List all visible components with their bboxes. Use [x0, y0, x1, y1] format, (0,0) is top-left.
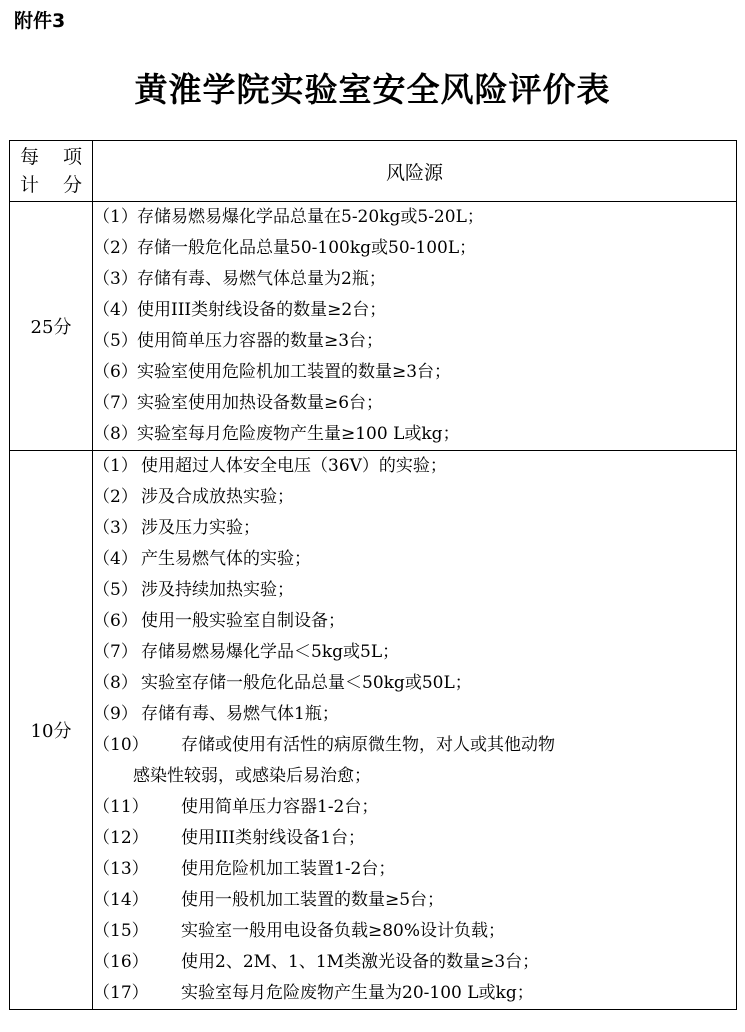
score-header-char: 计 [20, 174, 40, 196]
item-text: 使用危险机加工装置1-2台； [181, 859, 396, 879]
item-text: 实验室使用加热设备数量≥6台； [137, 393, 384, 413]
table-row [10, 202, 737, 451]
risk-item [93, 978, 736, 1009]
item-number: （17） [93, 983, 149, 1003]
score-header-char: 每 [20, 146, 40, 168]
item-number: （4） [93, 549, 138, 569]
item-text: 实验室存储一般危化品总量＜50kg或50L； [141, 673, 472, 693]
score-cell: 10分 [10, 451, 93, 1010]
risk-item [93, 792, 736, 823]
risk-items-cell [93, 451, 737, 1010]
item-text: 使用简单压力容器1-2台； [181, 797, 379, 817]
item-text: 实验室使用危险机加工装置的数量≥3台； [137, 362, 452, 382]
attachment-label: 附件3 [14, 10, 66, 32]
item-number: （6） [93, 611, 138, 631]
risk-item [93, 388, 736, 419]
item-number: （5） [93, 580, 138, 600]
risk-item [93, 668, 736, 699]
risk-item [93, 544, 736, 575]
item-text-continuation: 感染性较弱，或感染后易治愈； [133, 766, 371, 786]
item-text: 实验室一般用电设备负载≥80%设计负载； [181, 921, 506, 941]
item-number: （14） [93, 890, 149, 910]
item-number: （3） [93, 269, 138, 289]
item-text: 使用简单压力容器的数量≥3台； [137, 331, 384, 351]
document-title: 黄淮学院实验室安全风险评价表 [134, 70, 611, 109]
risk-item [93, 326, 736, 357]
item-text: 涉及压力实验； [141, 518, 260, 538]
score-header-char: 项 [62, 146, 82, 168]
risk-item [93, 823, 736, 854]
item-number: （8） [93, 424, 138, 444]
item-number: （8） [93, 673, 138, 693]
score-cell: 25分 [10, 202, 93, 451]
item-text: 使用III类射线设备的数量≥2台； [137, 300, 387, 320]
item-number: （13） [93, 859, 149, 879]
item-number: （1） [93, 207, 138, 227]
risk-item [93, 916, 736, 947]
risk-item [93, 730, 736, 792]
risk-items-cell [93, 202, 737, 451]
item-text: 实验室每月危险废物产生量为20-100 L或kg； [181, 983, 534, 1003]
item-number: （9） [93, 704, 138, 724]
item-text: 存储有毒、易燃气体总量为2瓶； [137, 269, 386, 289]
item-text: 存储有毒、易燃气体1瓶； [141, 704, 339, 724]
item-text: 使用2、2M、1、1M类激光设备的数量≥3台； [181, 952, 540, 972]
risk-item [93, 451, 736, 482]
risk-item [93, 357, 736, 388]
risk-item [93, 233, 736, 264]
item-number: （16） [93, 952, 149, 972]
score-column-header [10, 141, 93, 202]
risk-item [93, 513, 736, 544]
risk-item [93, 202, 736, 233]
item-number: （2） [93, 238, 138, 258]
item-number: （4） [93, 300, 138, 320]
item-number: （2） [93, 487, 138, 507]
score-header-char: 分 [62, 174, 82, 196]
item-number: （1） [93, 456, 138, 476]
risk-evaluation-table [9, 140, 737, 1010]
item-number: （15） [93, 921, 149, 941]
table-header-row [10, 141, 737, 202]
risk-item [93, 575, 736, 606]
item-text: 涉及持续加热实验； [141, 580, 294, 600]
item-number: （10） [93, 735, 149, 755]
risk-item [93, 295, 736, 326]
item-text: 存储或使用有活性的病原微生物，对人或其他动物 [181, 735, 555, 755]
risk-item [93, 264, 736, 295]
risk-item [93, 854, 736, 885]
risk-source-column-header: 风险源 [93, 141, 737, 202]
item-text: 产生易燃气体的实验； [141, 549, 311, 569]
item-number: （7） [93, 642, 138, 662]
risk-item [93, 419, 736, 450]
item-number: （3） [93, 518, 138, 538]
item-text: 使用一般实验室自制设备； [141, 611, 345, 631]
table-row [10, 451, 737, 1010]
risk-item [93, 947, 736, 978]
risk-item [93, 637, 736, 668]
item-number: （5） [93, 331, 138, 351]
item-number: （7） [93, 393, 138, 413]
item-text: 实验室每月危险废物产生量≥100 L或kg； [137, 424, 460, 444]
item-number: （6） [93, 362, 138, 382]
item-text: 存储一般危化品总量50-100kg或50-100L； [137, 238, 477, 258]
item-text: 使用III类射线设备1台； [181, 828, 365, 848]
risk-item [93, 885, 736, 916]
item-text: 存储易燃易爆化学品＜5kg或5L； [141, 642, 400, 662]
item-number: （11） [93, 797, 149, 817]
risk-item [93, 699, 736, 730]
item-text: 涉及合成放热实验； [141, 487, 294, 507]
item-text: 使用超过人体安全电压（36V）的实验； [141, 456, 447, 476]
item-text: 使用一般机加工装置的数量≥5台； [181, 890, 445, 910]
risk-item [93, 606, 736, 637]
risk-item [93, 482, 736, 513]
item-text: 存储易燃易爆化学品总量在5-20kg或5-20L； [137, 207, 484, 227]
item-number: （12） [93, 828, 149, 848]
